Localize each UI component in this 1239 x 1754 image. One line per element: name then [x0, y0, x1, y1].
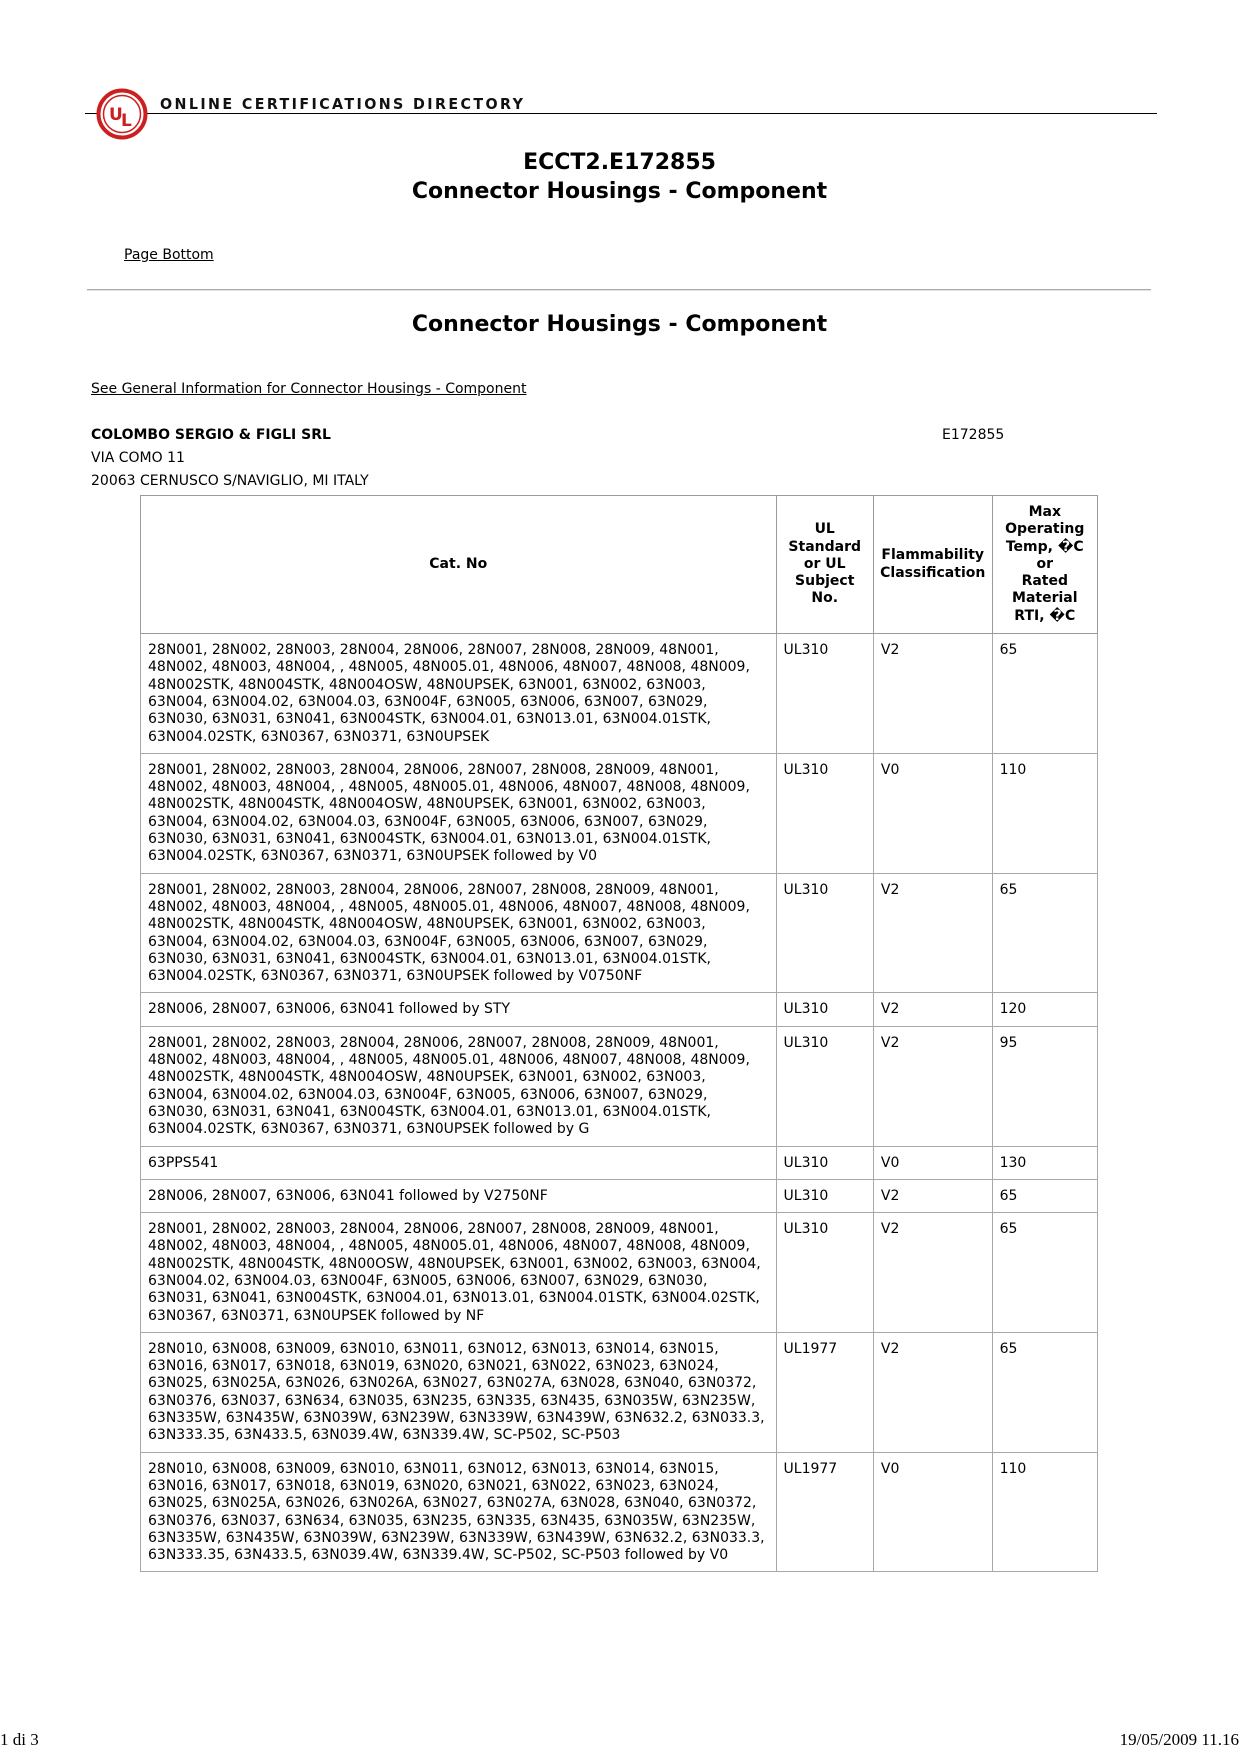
page-number: 1 di 3 [0, 1730, 39, 1749]
flammability-cell: V0 [873, 1452, 992, 1572]
header-flammability: Flammability Classification [873, 496, 992, 634]
company-address-line1: VIA COMO 11 [91, 450, 185, 466]
cat-no-cell: 28N001, 28N002, 28N003, 28N004, 28N006, 28N007, 28N008, 28N009, 48N001, 48N002, 48N003, 48N004, , 48N005, 48N005.01, 48N006, 48N007, 48N008, 48N009, 48N002STK, 48N004STK, 48N004OSW, 48N0UPSEK, 63N001, 63N002, 63N003, 63N004, 63N004.02, 63N004.03, 63N004F, 63N005, 63N006, 63N007, 63N029, 63N030, 63N031, 63N041, 63N004STK, 63N004.01, 63N013.01, 63N004.01STK, 63N004.02STK, 63N0367, 63N0371, 63N0UPSEK followed by G [141, 1026, 777, 1146]
table-row [141, 1452, 1098, 1572]
table-row [141, 1026, 1098, 1146]
svg-text:L: L [121, 111, 132, 131]
table-row [141, 993, 1098, 1026]
flammability-cell: V2 [873, 1213, 992, 1333]
header-max-temp: Max Operating Temp, �C or Rated Material RTI, �C [992, 496, 1097, 634]
flammability-cell: V2 [873, 634, 992, 754]
flammability-cell: V2 [873, 873, 992, 993]
max-temp-cell: 65 [992, 1213, 1097, 1333]
header-cat-no: Cat. No [141, 496, 777, 634]
page-bottom-link[interactable]: Page Bottom [124, 247, 214, 263]
certification-table [140, 495, 1098, 1572]
max-temp-cell: 110 [992, 753, 1097, 873]
cat-no-cell: 28N001, 28N002, 28N003, 28N004, 28N006, 28N007, 28N008, 28N009, 48N001, 48N002, 48N003, 48N004, , 48N005, 48N005.01, 48N006, 48N007, 48N008, 48N009, 48N002STK, 48N004STK, 48N004OSW, 48N0UPSEK, 63N001, 63N002, 63N003, 63N004, 63N004.02, 63N004.03, 63N004F, 63N005, 63N006, 63N007, 63N029, 63N030, 63N031, 63N041, 63N004STK, 63N004.01, 63N013.01, 63N004.01STK, 63N004.02STK, 63N0367, 63N0371, 63N0UPSEK followed by V0750NF [141, 873, 777, 993]
table-row [141, 1146, 1098, 1179]
table-row [141, 873, 1098, 993]
max-temp-cell: 65 [992, 1332, 1097, 1452]
cat-no-cell: 28N010, 63N008, 63N009, 63N010, 63N011, 63N012, 63N013, 63N014, 63N015, 63N016, 63N017, 63N018, 63N019, 63N020, 63N021, 63N022, 63N023, 63N024, 63N025, 63N025A, 63N026, 63N026A, 63N027, 63N027A, 63N028, 63N040, 63N0372, 63N0376, 63N037, 63N634, 63N035, 63N235, 63N335, 63N435, 63N035W, 63N235W, 63N335W, 63N435W, 63N039W, 63N239W, 63N339W, 63N439W, 63N632.2, 63N033.3, 63N333.35, 63N433.5, 63N039.4W, 63N339.4W, SC-P502, SC-P503 followed by V0 [141, 1452, 777, 1572]
cat-no-cell: 28N006, 28N007, 63N006, 63N041 followed by V2750NF [141, 1179, 777, 1212]
title-subtitle: Connector Housings - Component [411, 179, 828, 204]
ul-standard-cell: UL310 [776, 993, 873, 1026]
table-row [141, 1332, 1098, 1452]
max-temp-cell: 65 [992, 1179, 1097, 1212]
header-ul-standard: UL Standard or UL Subject No. [776, 496, 873, 634]
table-row [141, 753, 1098, 873]
cat-no-cell: 28N001, 28N002, 28N003, 28N004, 28N006, 28N007, 28N008, 28N009, 48N001, 48N002, 48N003, 48N004, , 48N005, 48N005.01, 48N006, 48N007, 48N008, 48N009, 48N002STK, 48N004STK, 48N004OSW, 48N0UPSEK, 63N001, 63N002, 63N003, 63N004, 63N004.02, 63N004.03, 63N004F, 63N005, 63N006, 63N007, 63N029, 63N030, 63N031, 63N041, 63N004STK, 63N004.01, 63N013.01, 63N004.01STK, 63N004.02STK, 63N0367, 63N0371, 63N0UPSEK followed by V0 [141, 753, 777, 873]
cat-no-cell: 28N010, 63N008, 63N009, 63N010, 63N011, 63N012, 63N013, 63N014, 63N015, 63N016, 63N017, 63N018, 63N019, 63N020, 63N021, 63N022, 63N023, 63N024, 63N025, 63N025A, 63N026, 63N026A, 63N027, 63N027A, 63N028, 63N040, 63N0372, 63N0376, 63N037, 63N634, 63N035, 63N235, 63N335, 63N435, 63N035W, 63N235W, 63N335W, 63N435W, 63N039W, 63N239W, 63N339W, 63N439W, 63N632.2, 63N033.3, 63N333.35, 63N433.5, 63N039.4W, 63N339.4W, SC-P502, SC-P503 [141, 1332, 777, 1452]
max-temp-cell: 65 [992, 873, 1097, 993]
max-temp-cell: 130 [992, 1146, 1097, 1179]
flammability-cell: V0 [873, 1146, 992, 1179]
flammability-cell: V2 [873, 1179, 992, 1212]
cat-no-cell: 28N001, 28N002, 28N003, 28N004, 28N006, 28N007, 28N008, 28N009, 48N001, 48N002, 48N003, 48N004, , 48N005, 48N005.01, 48N006, 48N007, 48N008, 48N009, 48N002STK, 48N004STK, 48N00OSW, 48N0UPSEK, 63N001, 63N002, 63N003, 63N004, 63N004.02, 63N004.03, 63N004F, 63N005, 63N006, 63N007, 63N029, 63N030, 63N031, 63N041, 63N004STK, 63N004.01, 63N013.01, 63N004.01STK, 63N004.02STK, 63N0367, 63N0371, 63N0UPSEK followed by NF [141, 1213, 777, 1333]
directory-banner: ONLINE CERTIFICATIONS DIRECTORY [160, 95, 526, 113]
table-row [141, 1179, 1098, 1212]
ul-standard-cell: UL310 [776, 1213, 873, 1333]
flammability-cell: V2 [873, 993, 992, 1026]
file-number: E172855 [942, 427, 1005, 443]
ul-standard-cell: UL310 [776, 1146, 873, 1179]
general-info-link[interactable]: See General Information for Connector Housings - Component [91, 381, 527, 397]
ul-standard-cell: UL310 [776, 873, 873, 993]
ul-standard-cell: UL310 [776, 634, 873, 754]
cat-no-cell: 28N006, 28N007, 63N006, 63N041 followed by STY [141, 993, 777, 1026]
ul-standard-cell: UL310 [776, 1026, 873, 1146]
company-name: COLOMBO SERGIO & FIGLI SRL [91, 427, 331, 443]
max-temp-cell: 95 [992, 1026, 1097, 1146]
table-row [141, 1213, 1098, 1333]
ul-standard-cell: UL1977 [776, 1452, 873, 1572]
ul-logo-icon [95, 87, 149, 141]
section-heading: Connector Housings - Component [411, 312, 828, 337]
company-address-line2: 20063 CERNUSCO S/NAVIGLIO, MI ITALY [91, 473, 369, 489]
cat-no-cell: 63PPS541 [141, 1146, 777, 1179]
max-temp-cell: 65 [992, 634, 1097, 754]
print-timestamp: 19/05/2009 11.16 [1119, 1730, 1239, 1749]
title-code: ECCT2.E172855 [523, 150, 716, 175]
ul-standard-cell: UL310 [776, 1179, 873, 1212]
ul-standard-cell: UL1977 [776, 1332, 873, 1452]
max-temp-cell: 110 [992, 1452, 1097, 1572]
cat-no-cell: 28N001, 28N002, 28N003, 28N004, 28N006, 28N007, 28N008, 28N009, 48N001, 48N002, 48N003, 48N004, , 48N005, 48N005.01, 48N006, 48N007, 48N008, 48N009, 48N002STK, 48N004STK, 48N004OSW, 48N0UPSEK, 63N001, 63N002, 63N003, 63N004, 63N004.02, 63N004.03, 63N004F, 63N005, 63N006, 63N007, 63N029, 63N030, 63N031, 63N041, 63N004STK, 63N004.01, 63N013.01, 63N004.01STK, 63N004.02STK, 63N0367, 63N0371, 63N0UPSEK [141, 634, 777, 754]
svg-text:U: U [109, 105, 123, 125]
ul-standard-cell: UL310 [776, 753, 873, 873]
header-rule [85, 113, 1157, 114]
page-title [0, 148, 1239, 206]
flammability-cell: V0 [873, 753, 992, 873]
divider [87, 289, 1151, 291]
table-header-row [141, 496, 1098, 634]
table-row [141, 634, 1098, 754]
flammability-cell: V2 [873, 1026, 992, 1146]
flammability-cell: V2 [873, 1332, 992, 1452]
max-temp-cell: 120 [992, 993, 1097, 1026]
